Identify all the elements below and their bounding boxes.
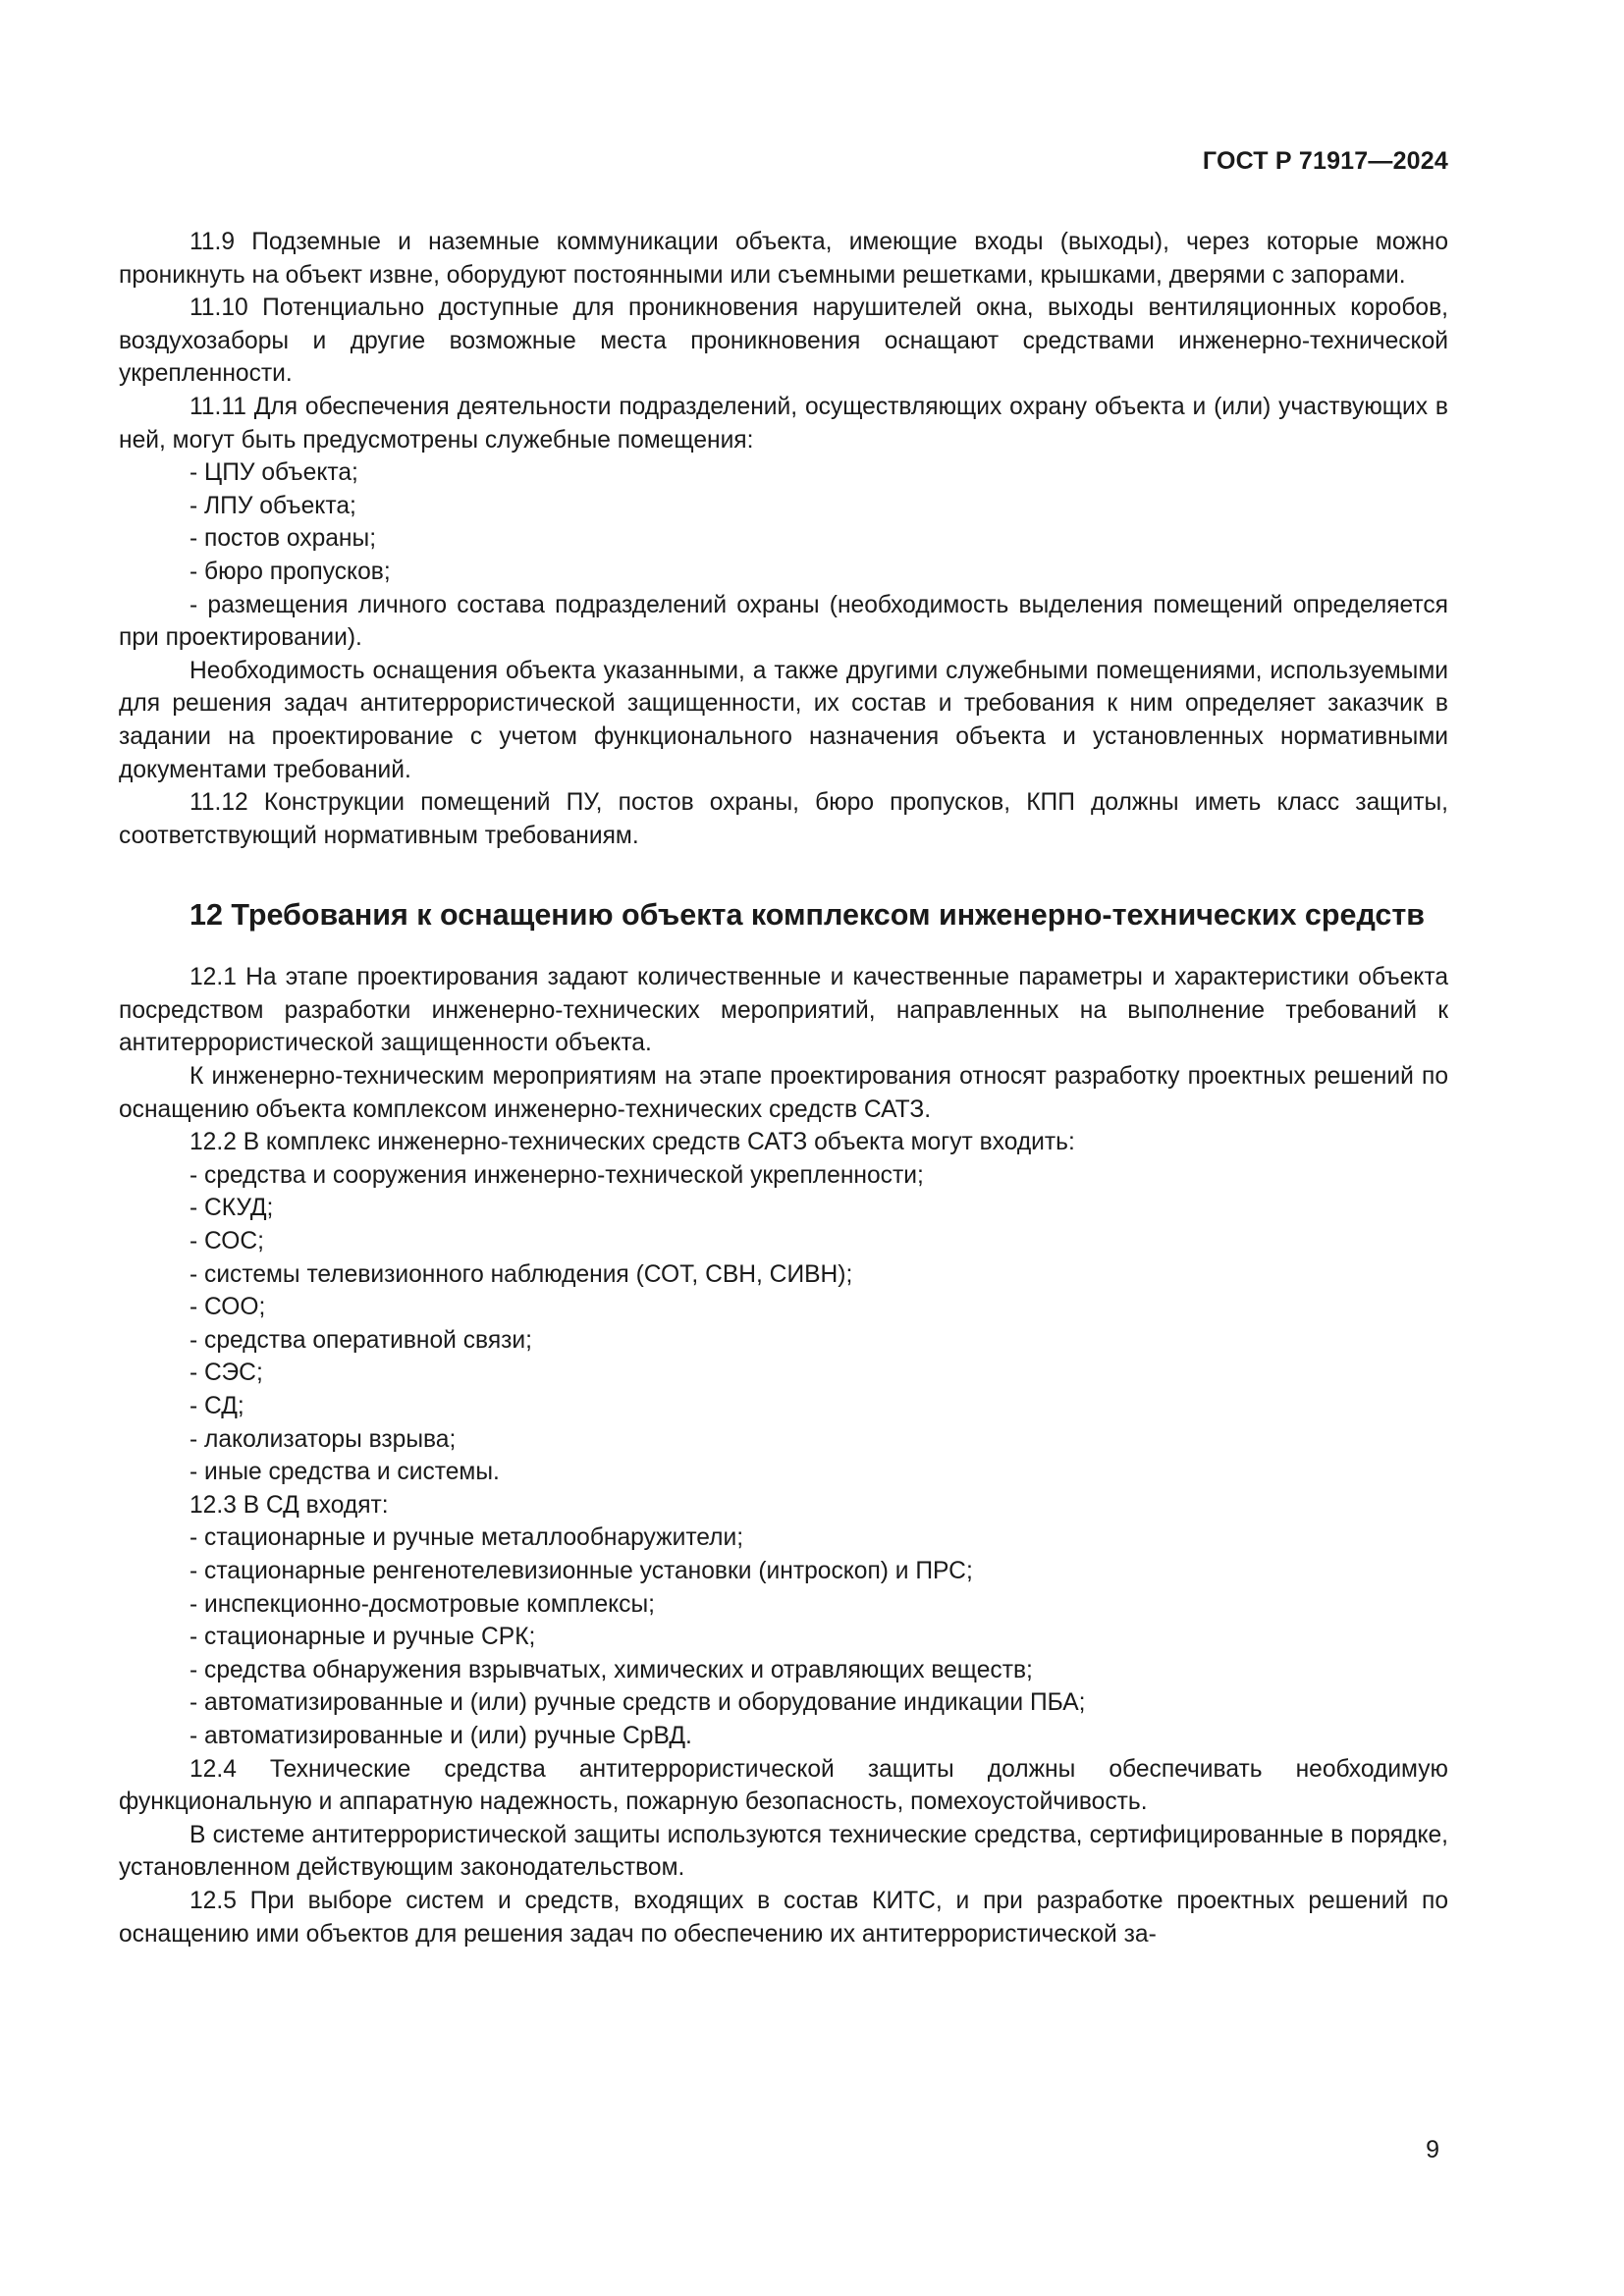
list-item: - средства оперативной связи; bbox=[189, 1326, 532, 1354]
list-item: - средства и сооружения инженерно-технической укрепленности; bbox=[189, 1161, 924, 1189]
document-code: ГОСТ Р 71917—2024 bbox=[1202, 147, 1448, 175]
paragraph-11-11: 11.11 Для обеспечения деятельности подразделений, осуществляющих охрану объекта и (или) участвующих в ней, могут быть предусмотрены служебные помещения: bbox=[119, 393, 1448, 454]
list-item: - автоматизированные и (или) ручные средств и оборудование индикации ПБА; bbox=[189, 1689, 1086, 1717]
document-body bbox=[119, 226, 1448, 1950]
list-item: - стационарные и ручные металлообнаружители; bbox=[189, 1524, 744, 1552]
list-item: - бюро пропусков; bbox=[189, 558, 391, 585]
paragraph-12-4-b: В системе антитеррористической защиты используются технические средства, сертифицированные в порядке, установленном действующим законодательством. bbox=[119, 1821, 1448, 1882]
page-number: 9 bbox=[1426, 2136, 1439, 2163]
list-item: - размещения личного состава подразделений охраны (необходимость выделения помещений определяется при проектировании). bbox=[119, 591, 1448, 652]
paragraph-11-10: 11.10 Потенциально доступные для проникновения нарушителей окна, выходы вентиляционных коробов, воздухозаборы и другие возможные места проникновения оснащают средствами инженерно-технической укрепленности. bbox=[119, 294, 1448, 388]
section-12-heading: 12 Требования к оснащению объекта комплексом инженерно-технических средств bbox=[189, 898, 1426, 933]
list-item: - инспекционно-досмотровые комплексы; bbox=[189, 1590, 655, 1618]
list-item: - стационарные и ручные СРК; bbox=[189, 1624, 536, 1651]
list-item: - ЦПУ объекта; bbox=[189, 459, 358, 487]
paragraph-11-12: 11.12 Конструкции помещений ПУ, постов охраны, бюро пропусков, КПП должны иметь класс защиты, соответствующий нормативным требованиям. bbox=[119, 789, 1448, 849]
list-item: - постов охраны; bbox=[189, 525, 377, 553]
list-item: - системы телевизионного наблюдения (СОТ, СВН, СИВН); bbox=[189, 1260, 853, 1288]
paragraph-12-1: 12.1 На этапе проектирования задают количественные и качественные параметры и характеристики объекта посредством разработки инженерно-технических мероприятий, направленных на выполнение требований к антитеррористической защищенности объекта. bbox=[119, 964, 1448, 1057]
list-item: - автоматизированные и (или) ручные СрВД. bbox=[189, 1722, 692, 1749]
list-item: - средства обнаружения взрывчатых, химических и отравляющих веществ; bbox=[189, 1656, 1033, 1683]
list-item: - СД; bbox=[189, 1393, 244, 1419]
paragraph-12-4: 12.4 Технические средства антитеррористической защиты должны обеспечивать необходимую функциональную и аппаратную надежность, пожарную безопасность, помехоустойчивость. bbox=[119, 1755, 1448, 1816]
paragraph-11-9: 11.9 Подземные и наземные коммуникации объекта, имеющие входы (выходы), через которые можно проникнуть на объект извне, оборудуют постоянными или съемными решетками, крышками, дверями с запорами. bbox=[119, 229, 1448, 289]
list-item: - СКУД; bbox=[189, 1195, 274, 1222]
paragraph-12-5: 12.5 При выборе систем и средств, входящих в состав КИТС, и при разработке проектных решений по оснащению ими объектов для решения задач по обеспечению их антитеррористической за- bbox=[119, 1887, 1448, 1948]
paragraph-12-1-b: К инженерно-техническим мероприятиям на этапе проектирования относят разработку проектных решений по оснащению объекта комплексом инженерно-технических средств САТЗ. bbox=[119, 1063, 1448, 1123]
list-item: - ЛПУ объекта; bbox=[189, 492, 356, 519]
list-item: - иные средства и системы. bbox=[189, 1459, 500, 1486]
paragraph-11-11-b: Необходимость оснащения объекта указанными, а также другими служебными помещениями, используемыми для решения задач антитеррористической защищенности, их состав и требования к ним определяет заказчик в задании на проектирование с учетом функционального назначения объекта и установленных нормативными документами требований. bbox=[119, 657, 1448, 783]
list-item: - лаколизаторы взрыва; bbox=[189, 1425, 457, 1453]
list-item: - СОО; bbox=[189, 1294, 266, 1321]
paragraph-12-2: 12.2 В комплекс инженерно-технических средств САТЗ объекта могут входить: bbox=[189, 1129, 1075, 1156]
list-item: - стационарные ренгенотелевизионные установки (интроскоп) и ПРС; bbox=[189, 1557, 973, 1584]
list-item: - СОС; bbox=[189, 1228, 264, 1255]
list-item: - СЭС; bbox=[189, 1360, 263, 1387]
paragraph-12-3: 12.3 В СД входят: bbox=[189, 1491, 389, 1519]
